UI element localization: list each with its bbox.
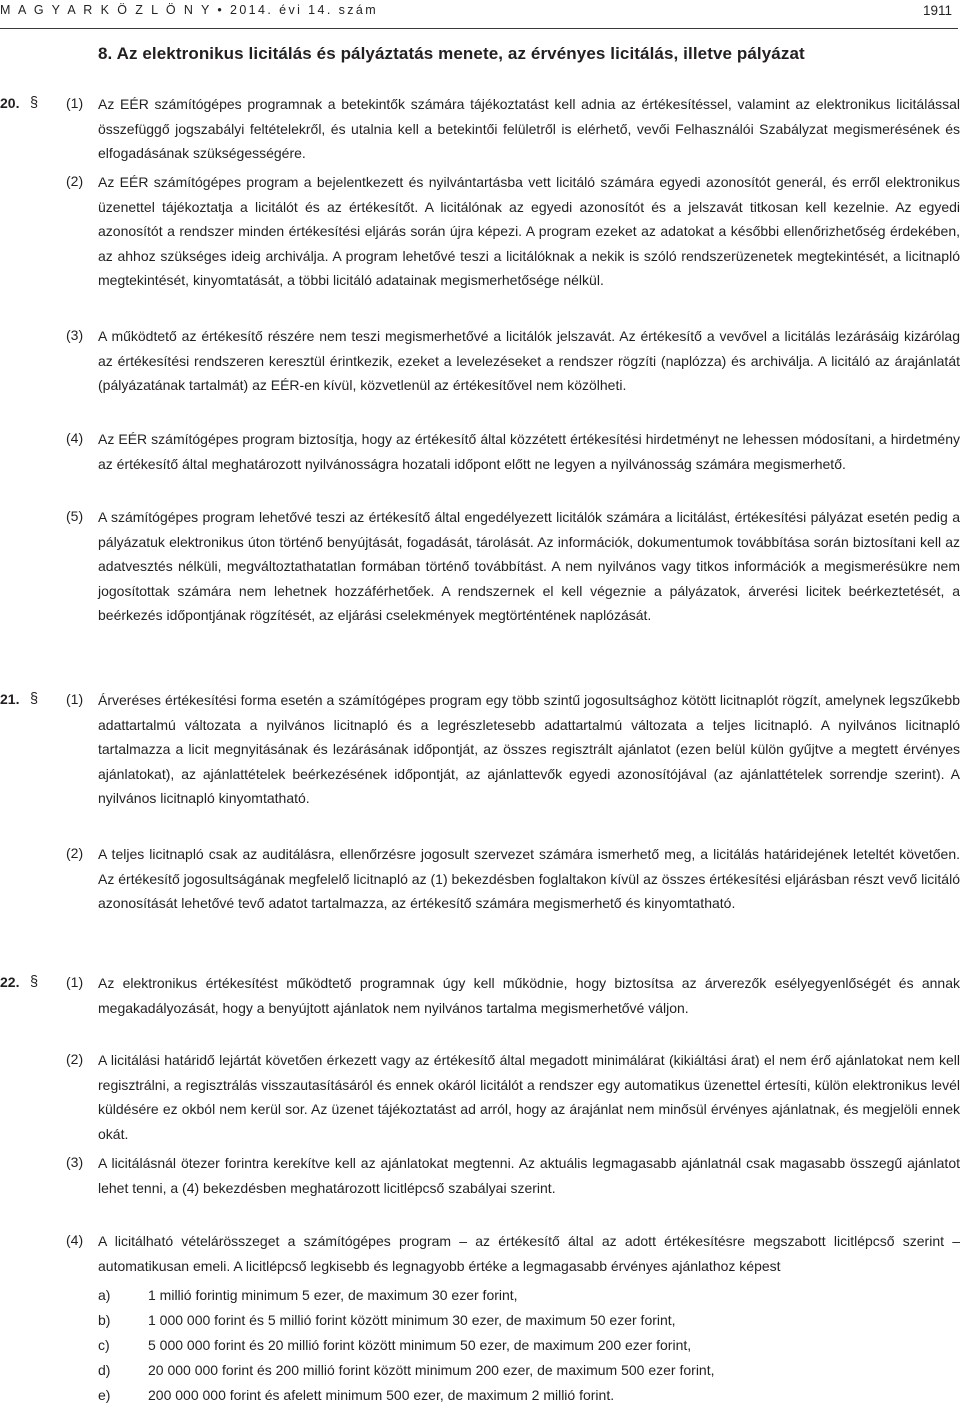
paragraph-number: 21. [0, 691, 20, 707]
list-text: 5 000 000 forint és 20 millió forint között minimum 50 ezer, de maximum 200 ezer forint, [148, 1337, 692, 1353]
list-label: b) [98, 1312, 111, 1328]
subsection-number: (3) [66, 327, 84, 343]
paragraph-number: 22. [0, 974, 20, 990]
subsection-number: (2) [66, 845, 84, 861]
list-text: 20 000 000 forint és 200 millió forint között minimum 200 ezer, de maximum 500 ezer forint, [148, 1362, 715, 1378]
subsection-number: (4) [66, 1232, 84, 1248]
subsection-number: (3) [66, 1154, 84, 1170]
subsection-number: (5) [66, 508, 84, 524]
subsection-text: Az EÉR számítógépes programnak a betekintők számára tájékoztatást kell adnia az értékesítéssel, valamint az elektronikus licitálással összefüggő jogszabályi feltételekről, és utalnia kell a betekintői felületről is elérhető, vevői Felhasználói Szabályzat megismerésének és elfogadásának szükségességére. [98, 96, 960, 161]
list-text: 200 000 000 forint és afelett minimum 500 ezer, de maximum 2 millió forint. [148, 1387, 615, 1403]
subsection-number: (2) [66, 173, 84, 189]
list-label: d) [98, 1362, 111, 1378]
subsection-text: Az elektronikus értékesítést működtető programnak úgy kell működnie, hogy biztosítsa az árverezők esélyegyenlőségét és annak megakadályozását, hogy a benyújtott ajánlatok nem nyilvános tartalma megismerhetővé váljon. [98, 975, 960, 1016]
subsection-number: (2) [66, 1051, 84, 1067]
list-label: a) [98, 1287, 111, 1303]
list-label: e) [98, 1387, 111, 1403]
subsection-number: (1) [66, 95, 84, 111]
section-sign: § [30, 974, 39, 990]
section-sign: § [30, 95, 39, 111]
subsection-text: Árveréses értékesítési forma esetén a számítógépes program egy több szintű jogosultsághoz kötött licitnaplót rögzít, amelynek legszűkebb adattartalmú változata a nyilvános licitnapló és a legrészletesebb adattartalmú változata a teljes licitnapló. A nyilvános licitnapló tartalmazza a licit megnyitásának és lezárásának időpontját, az összes regisztrált ajánlatot (ezen belül külön gyűjtve a megtett érvényes ajánlatokat), az ajánlattételek beérkezésének időpontját, az ajánlattevők egyedi azonosítójával (az ajánlattételek sorrendje szerint). A nyilvános licitnapló kinyomtatható. [98, 692, 960, 806]
subsection-text: A működtető az értékesítő részére nem teszi megismerhetővé a licitálók jelszavát. Az értékesítő a vevővel a licitálás lezárásáig kizárólag az értékesítési rendszeren keresztül érintkezik, ezeket a levelezéseket a rendszer rögzíti (naplózza) és archiválja. A licitáló az árajánlatát (pályázatának tartalmát) az EÉR-en kívül, közvetlenül az értékesítővel nem közölheti. [98, 328, 960, 393]
section-title: 8. Az elektronikus licitálás és pályáztatás menete, az érvényes licitálás, illetve pályázat [98, 44, 805, 63]
subsection-text: A számítógépes program lehetővé teszi az értékesítő által engedélyezett licitálók számára a licitálást, értékesítési pályázat esetén pedig a pályázatuk elektronikus úton történő benyújtását, fogadását, tárolását. Az információk, dokumentumok továbbítása során biztosítani kell az adatvesztés nélküli, megváltoztathatatlan formában történő továbbítást. A nem nyilvános vagy titkos információk a megismerésükre nem jogosítottak számára nem lehetnek hozzáférhetőek. A rendszernek el kell végeznie a pályázatok, árverési licitek beérkeztetését, a beérkezés időpontjának rögzítését, az eljárási cselekmények megtörténtének naplózását. [98, 509, 960, 623]
list-label: c) [98, 1337, 110, 1353]
list-text: 1 millió forintig minimum 5 ezer, de maximum 30 ezer forint, [148, 1287, 518, 1303]
subsection-number: (1) [66, 691, 84, 707]
paragraph-number: 20. [0, 95, 20, 111]
list-text: 1 000 000 forint és 5 millió forint között minimum 30 ezer, de maximum 50 ezer forint, [148, 1312, 676, 1328]
subsection-number: (4) [66, 430, 84, 446]
subsection-number: (1) [66, 974, 84, 990]
subsection-text: Az EÉR számítógépes program biztosítja, hogy az értékesítő által közzétett értékesítési hirdetményt ne lehessen módosítani, a hirdetmény az értékesítő által meghatározott nyilvánosságra hozatali időpont előtt ne legyen a nyilvánosság számára megismerhető. [98, 431, 960, 472]
section-sign: § [30, 691, 39, 707]
subsection-text: A licitálásnál ötezer forintra kerekítve kell az ajánlatokat megtenni. Az aktuális legmagasabb ajánlatnál csak magasabb összegű ajánlatot lehet tenni, a (4) bekezdésben meghatározott licitlépcső szabályai szerint. [98, 1155, 960, 1196]
page-number: 1911 [922, 3, 952, 18]
subsection-text: A licitálási határidő lejártát követően érkezett vagy az értékesítő által megadott minimálárat (kikiáltási árat) el nem érő ajánlatokat nem kell regisztrálni, a regisztrálás visszautasításáról és ennek okáról licitálót a rendszer egy automatikus üzenettel értesíti, külön elektronikus levél küldésére ez okból nem kerül sor. Az üzenet tájékoztatást ad arról, hogy az árajánlat nem minősül érvényes ajánlatnak, és megjelöli ennek okát. [98, 1052, 960, 1142]
subsection-text: Az EÉR számítógépes program a bejelentkezett és nyilvántartásba vett licitáló számára egyedi azonosítót generál, és erről elektronikus üzenettel tájékoztatja a licitálót és az értékesítőt. A licitálónak az egyedi azonosítót és a jelszavát titkosan kell kezelnie. Az egyedi azonosítót a rendszer minden értékesítési eljárás során újra képezi. A program ezeket az adatokat a későbbi ellenőrizhetőség érdekében, az ahhoz szükséges ideig archiválja. A program lehetővé teszi a licitálóknak a nekik is szóló rendszerüzenetek megtekintését, a licitnapló megtekintését, kinyomtatását, a többi licitáló adatainak megismerhetősége nélkül. [98, 174, 960, 288]
subsection-text: A teljes licitnapló csak az auditálásra, ellenőrzésre jogosult szervezet számára ismerhető meg, a licitálás határidejének leteltét követően. Az értékesítő jogosultságának megfelelő licitnapló az (1) bekezdésben foglaltakon kívül az összes értékesítési eljárásban részt vevő licitáló azonosítását lehetővé tevő adatot tartalmazza, az értékesítő számára megismerhető és kinyomtatható. [98, 846, 960, 911]
subsection-text: A licitálható vételárösszeget a számítógépes program – az értékesítő által az adott értékesítésre megszabott licitlépcső szerint – automatikusan emeli. A licitlépcső legkisebb és legnagyobb értéke a legmagasabb érvényes ajánlathoz képest [98, 1233, 960, 1274]
journal-title: M A G Y A R K Ö Z L Ö N Y • 2014. évi 14. szám [0, 3, 379, 17]
